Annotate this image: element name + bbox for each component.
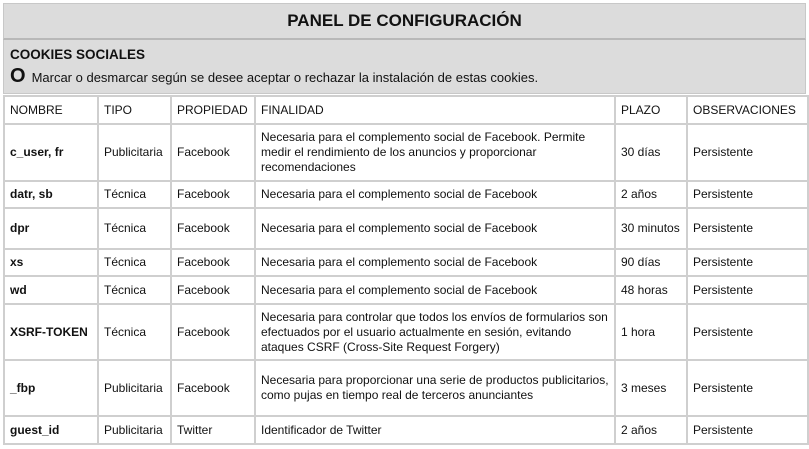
cell-plazo: 48 horas [615, 276, 687, 304]
cell-plazo: 3 meses [615, 360, 687, 416]
cell-finalidad: Necesaria para el complemento social de Facebook [255, 181, 615, 208]
cell-propiedad: Facebook [171, 208, 255, 249]
cell-nombre: guest_id [4, 416, 98, 444]
cell-propiedad: Facebook [171, 181, 255, 208]
cell-nombre: xs [4, 249, 98, 276]
cell-nombre: datr, sb [4, 181, 98, 208]
table-header-row [4, 96, 808, 124]
cell-nombre: dpr [4, 208, 98, 249]
header-observaciones: OBSERVACIONES [687, 96, 808, 124]
table-row [4, 360, 808, 416]
cell-nombre: _fbp [4, 360, 98, 416]
table-row [4, 181, 808, 208]
config-panel [3, 3, 806, 94]
cell-finalidad: Necesaria para proporcionar una serie de productos publicitarios, como pujas en tiempo real de terceros anunciantes [255, 360, 615, 416]
cell-plazo: 2 años [615, 416, 687, 444]
panel-title: PANEL DE CONFIGURACIÓN [3, 3, 806, 40]
cell-finalidad: Necesaria para controlar que todos los envíos de formularios son efectuados por el usuario actualmente en sesión, evitando ataques CSRF (Cross-Site Request Forgery) [255, 304, 615, 360]
table-row [4, 416, 808, 444]
header-propiedad: PROPIEDAD [171, 96, 255, 124]
cell-observaciones: Persistente [687, 208, 808, 249]
cell-observaciones: Persistente [687, 249, 808, 276]
cell-observaciones: Persistente [687, 124, 808, 181]
table-row [4, 276, 808, 304]
cell-tipo: Técnica [98, 181, 171, 208]
header-tipo: TIPO [98, 96, 171, 124]
section-hint-text: Marcar o desmarcar según se desee aceptar o rechazar la instalación de estas cookies. [31, 70, 539, 85]
cell-finalidad: Necesaria para el complemento social de Facebook [255, 249, 615, 276]
cell-nombre: wd [4, 276, 98, 304]
cell-tipo: Publicitaria [98, 124, 171, 181]
cell-tipo: Técnica [98, 304, 171, 360]
table-row [4, 304, 808, 360]
cell-finalidad: Necesaria para el complemento social de Facebook. Permite medir el rendimiento de los anuncios y proporcionar recomendaciones [255, 124, 615, 181]
cell-nombre: XSRF-TOKEN [4, 304, 98, 360]
cell-propiedad: Facebook [171, 249, 255, 276]
toggle-circle-icon[interactable]: O [10, 65, 26, 87]
cell-propiedad: Facebook [171, 276, 255, 304]
cell-tipo: Técnica [98, 276, 171, 304]
cell-tipo: Publicitaria [98, 416, 171, 444]
header-plazo: PLAZO [615, 96, 687, 124]
social-cookies-section [3, 40, 806, 94]
section-title: COOKIES SOCIALES [10, 47, 146, 62]
cell-propiedad: Facebook [171, 304, 255, 360]
cell-observaciones: Persistente [687, 360, 808, 416]
cell-observaciones: Persistente [687, 416, 808, 444]
cell-plazo: 2 años [615, 181, 687, 208]
cell-nombre: c_user, fr [4, 124, 98, 181]
cell-finalidad: Necesaria para el complemento social de Facebook [255, 208, 615, 249]
header-finalidad: FINALIDAD [255, 96, 615, 124]
cell-finalidad: Necesaria para el complemento social de Facebook [255, 276, 615, 304]
cell-propiedad: Twitter [171, 416, 255, 444]
header-nombre: NOMBRE [4, 96, 98, 124]
cell-plazo: 30 días [615, 124, 687, 181]
cell-plazo: 30 minutos [615, 208, 687, 249]
cell-tipo: Técnica [98, 208, 171, 249]
cell-plazo: 90 días [615, 249, 687, 276]
cell-observaciones: Persistente [687, 181, 808, 208]
section-hint-row [10, 66, 799, 86]
cookies-table [3, 95, 809, 445]
cell-propiedad: Facebook [171, 360, 255, 416]
cell-finalidad: Identificador de Twitter [255, 416, 615, 444]
cell-tipo: Técnica [98, 249, 171, 276]
cell-observaciones: Persistente [687, 304, 808, 360]
cell-observaciones: Persistente [687, 276, 808, 304]
table-row [4, 249, 808, 276]
table-row [4, 124, 808, 181]
cell-tipo: Publicitaria [98, 360, 171, 416]
cell-propiedad: Facebook [171, 124, 255, 181]
cell-plazo: 1 hora [615, 304, 687, 360]
table-row [4, 208, 808, 249]
